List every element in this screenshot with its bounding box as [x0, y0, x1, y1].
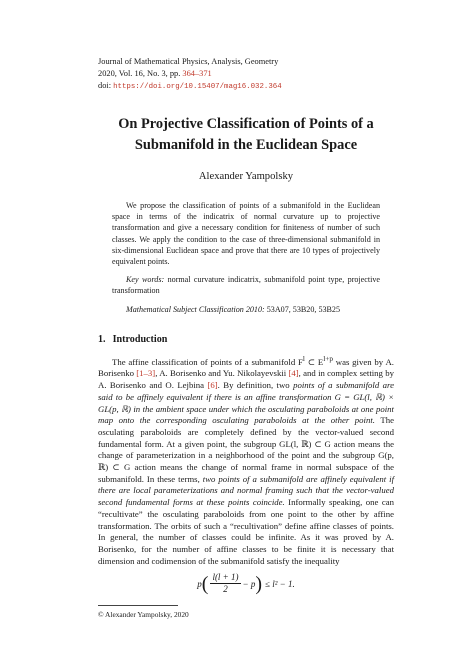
footnote-rule — [98, 605, 178, 606]
journal-header — [98, 56, 394, 93]
journal-name: Journal of Mathematical Physics, Analysis, Geometry — [98, 57, 279, 66]
intro-body — [98, 354, 394, 568]
doi-link[interactable]: https://doi.org/10.15407/mag16.032.364 — [113, 83, 282, 91]
journal-doi: doi: https://doi.org/10.15407/mag16.032.364 — [98, 81, 282, 91]
copyright-footnote: © Alexander Yampolsky, 2020 — [98, 610, 189, 620]
citation-link[interactable]: [4] — [288, 368, 299, 379]
section-heading — [98, 334, 394, 345]
inequality-equation: p ( $\frac{l(l + 1)}{2}$ − p ) ≤ l² − 1. — [197, 572, 295, 595]
pages-link[interactable]: 364–371 — [182, 69, 212, 78]
section-number: 1. — [98, 333, 106, 345]
section-title: Introduction — [112, 333, 168, 345]
citation-link[interactable]: [1–3] — [136, 368, 156, 379]
abstract — [112, 200, 380, 315]
paper-author: Alexander Yampolsky — [198, 171, 294, 182]
intro-paragraph: The affine classification of points of a submanifold $F^l$ ⊂ $E^{l+p}$ was given by A. Borisenko [1–3], A. Borisenko and Yu. Nikolayevskii [4], and in complex setting by A. Borisenko and O. Lejbina [6]. By definition, two points of a submanifold are said to be affinely equivalent if there is an affine transformation G = GL(l, ℝ) × GL(p, ℝ) in the ambient space under which the osculating paraboloids at one point map onto the corresponding osculating paraboloids at the other point. The osculating paraboloids are completely defined by the vector-valued second fundamental form. At a given point, the subgroup GL(l, ℝ) ⊂ G action means the change of parameterization in a neighborhood of the point and the subgroup G(p, ℝ) ⊂ G action means the change of normal frame in normal subspace of the submanifold. In these terms, two points of a submanifold are affinely equivalent if there are local parameterizations and normal framing such that the vector-valued second fundamental forms at these points coincide. Informally speaking, one can “recultivate” the osculating paraboloids from one point to the other by affine transformation. The orbits of such a “recultivation” define affine classes of points. In general, the number of classes could be infinite. As it was proved by A. Borisenko, for the number of affine classes to be finite it is necessary that dimension and codimension of the submanifold satisfy the inequality — [98, 354, 394, 566]
citation-link[interactable]: [6] — [207, 380, 218, 391]
abstract-text: We propose the classification of points of a submanifold in the Euclidean space in terms of the indicatrix of normal curvature up to projective transformation and give a necessary condition for finiteness of number of such classes. We apply the condition to the case of three-dimensional submanifold in six-dimensional Euclidean space and prove that there are 10 types of projectively equivalent points. — [112, 201, 380, 267]
journal-volume: 2020, Vol. 16, No. 3, pp. 364–371 — [98, 69, 212, 78]
paper-title: On Projective Classification of Points of a Submanifold in the Euclidean Space — [118, 116, 374, 153]
fraction: $\frac{l(l + 1)}{2}$ — [212, 572, 239, 595]
msc: Mathematical Subject Classification 2010: 53A07, 53B20, 53B25 — [126, 304, 341, 314]
keywords: Key words: normal curvature indicatrix, submanifold point type, projective transformation — [112, 275, 381, 296]
